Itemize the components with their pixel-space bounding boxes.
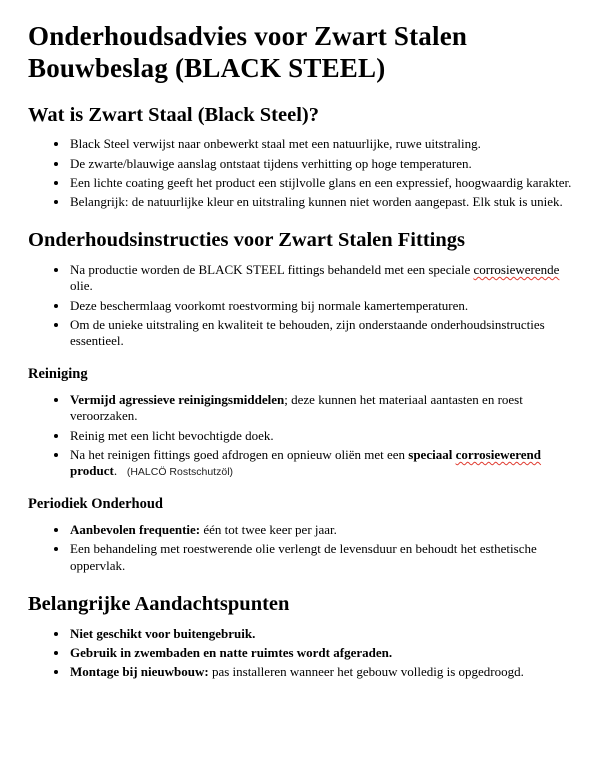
text-run: Na productie worden de BLACK STEEL fittings behandeld met een speciale <box>70 262 474 278</box>
text-run: Gebruik in zwembaden en natte ruimtes wordt afgeraden. <box>70 644 393 660</box>
text-run: . <box>113 463 127 479</box>
text-run: Na het reinigen fittings goed afdrogen en opnieuw oliën met een <box>70 446 409 462</box>
document-title: Onderhoudsadvies voor Zwart Stalen Bouwbeslag (BLACK STEEL) <box>28 21 468 84</box>
text-run: Een lichte coating geeft het product een stijlvolle glans en een expressief, hoogwaardig karakter. <box>70 174 572 190</box>
document-body <box>28 20 585 680</box>
text-run: Belangrijk: de natuurlijke kleur en uitstraling kunnen niet worden aangepast. Elk stuk is uniek. <box>70 194 563 210</box>
list-item <box>69 645 585 661</box>
text-run: Reinig met een licht bevochtigde doek. <box>70 427 274 443</box>
list-item <box>69 541 585 574</box>
subsection-heading: Periodiek Onderhoud <box>28 496 163 513</box>
text-run: Montage bij nieuwbouw: <box>70 664 209 680</box>
subsection-heading: Reiniging <box>28 366 88 383</box>
list-item <box>69 428 585 444</box>
list-item <box>69 522 585 538</box>
text-run: speciaal <box>408 446 456 462</box>
text-run: Black Steel verwijst naar onbewerkt staal met een natuurlijke, ruwe uitstraling. <box>70 136 481 152</box>
text-run: Om de unieke uitstraling en kwaliteit te behouden, zijn onderstaande onderhoudsinstructies essentieel. <box>70 316 545 349</box>
text-run: Niet geschikt voor buitengebruik. <box>70 625 256 641</box>
list-item <box>69 298 585 314</box>
misspelled-word: corrosiewerende <box>473 262 560 278</box>
text-run: Vermijd agressieve reinigingsmiddelen <box>70 392 285 408</box>
list-item <box>69 156 585 172</box>
list-item <box>69 175 585 191</box>
text-run: één tot twee keer per jaar. <box>200 522 337 538</box>
misspelled-word: corrosiewerend <box>455 446 542 462</box>
text-run: Aanbevolen frequentie: <box>70 522 201 538</box>
bullet-list <box>28 626 585 681</box>
text-run: Deze beschermlaag voorkomt roestvorming bij normale kamertemperaturen. <box>70 297 469 313</box>
list-item <box>69 136 585 152</box>
list-item <box>69 317 585 350</box>
section-heading: Onderhoudsinstructies voor Zwart Stalen Fittings <box>28 229 465 252</box>
section-heading: Wat is Zwart Staal (Black Steel)? <box>28 103 319 126</box>
text-run: ; deze kunnen het materiaal aantasten en roest veroorzaken. <box>70 392 523 424</box>
text-run: product <box>70 463 114 479</box>
text-run: De zwarte/blauwige aanslag ontstaat tijdens verhitting op hoge temperaturen. <box>70 155 472 171</box>
list-item <box>69 262 585 295</box>
list-item <box>69 447 585 480</box>
text-run: pas installeren wanneer het gebouw volledig is opgedroogd. <box>208 664 524 680</box>
fine-print: (HALCÖ Rostschutzöl) <box>126 466 234 479</box>
text-run: Een behandeling met roestwerende olie verlengt de levensduur en behoudt het esthetische oppervlak. <box>70 541 537 573</box>
list-item <box>69 626 585 642</box>
bullet-list <box>28 522 585 574</box>
bullet-list <box>28 392 585 479</box>
text-run: olie. <box>70 278 93 294</box>
list-item <box>69 664 585 680</box>
bullet-list <box>28 262 585 349</box>
bullet-list <box>28 136 585 210</box>
list-item <box>69 392 585 425</box>
list-item <box>69 194 585 210</box>
section-heading: Belangrijke Aandachtspunten <box>28 592 290 615</box>
